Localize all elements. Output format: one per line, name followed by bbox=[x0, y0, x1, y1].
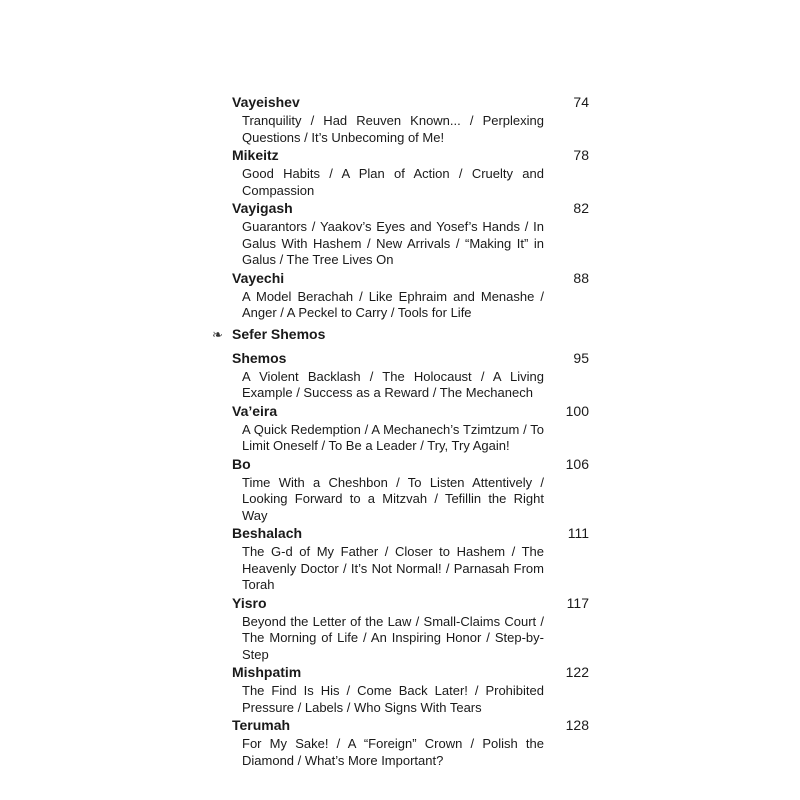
toc-entry-page: 95 bbox=[573, 349, 589, 366]
toc-entry-head bbox=[232, 455, 589, 473]
toc-entry-page: 88 bbox=[573, 269, 589, 286]
toc-entry-head bbox=[232, 146, 589, 164]
toc-entry-description: The Find Is His / Come Back Later! / Prohibited Pressure / Labels / Who Signs With Tears bbox=[242, 683, 544, 715]
toc-entry-head bbox=[232, 716, 589, 734]
toc-entry-page: 106 bbox=[565, 455, 589, 472]
toc-entry bbox=[232, 455, 589, 525]
toc-entry-description: Beyond the Letter of the Law / Small-Claims Court / The Morning of Life / An Inspiring Honor / Step-by-Step bbox=[242, 613, 544, 662]
toc-entry-page: 128 bbox=[565, 717, 589, 733]
toc-entry-description: A Model Berachah / Like Ephraim and Menashe / Anger / A Peckel to Carry / Tools for Life bbox=[242, 288, 544, 320]
toc-entry bbox=[232, 146, 589, 199]
toc-entry-description: A Violent Backlash / The Holocaust / A Living Example / Success as a Reward / The Mechanech bbox=[242, 368, 544, 400]
toc-entry bbox=[232, 199, 589, 269]
toc-entry-title: Mishpatim bbox=[232, 664, 302, 680]
toc-entry-title: Vayigash bbox=[232, 200, 293, 216]
table-of-contents bbox=[212, 93, 589, 769]
toc-entry bbox=[232, 93, 589, 146]
toc-entry-page: 78 bbox=[573, 147, 589, 163]
toc-entry-description: For My Sake! / A “Foreign” Crown / Polish the Diamond / What’s More Important? bbox=[242, 736, 544, 768]
toc-entry-description: The G-d of My Father / Closer to Hashem / The Heavenly Doctor / It’s Not Normal! / Parnasah From Torah bbox=[242, 544, 544, 592]
toc-entry-description: Tranquility / Had Reuven Known... / Perplexing Questions / It’s Unbecoming of Me! bbox=[242, 113, 544, 145]
toc-entry-head bbox=[232, 402, 589, 420]
section-title: Sefer Shemos bbox=[232, 325, 326, 342]
toc-entry-page: 111 bbox=[567, 525, 589, 541]
toc-entry-page: 117 bbox=[566, 594, 589, 611]
toc-entry-title: Bo bbox=[232, 455, 251, 472]
toc-entry-description: A Quick Redemption / A Mechanech’s Tzimtzum / To Limit Oneself / To Be a Leader / Try, Try Again! bbox=[242, 421, 544, 453]
toc-entry-title: Beshalach bbox=[232, 525, 303, 541]
toc-entry bbox=[232, 663, 589, 716]
toc-entry-title: Yisro bbox=[232, 594, 267, 611]
toc-entry-title: Shemos bbox=[232, 349, 287, 366]
toc-entry bbox=[232, 349, 589, 402]
toc-entry-title: Vayechi bbox=[232, 269, 285, 286]
toc-entry-description: Time With a Cheshbon / To Listen Attentively / Looking Forward to a Mitzvah / Tefillin the Right Way bbox=[242, 474, 544, 523]
toc-entry-head bbox=[232, 594, 589, 612]
toc-entry-page: 74 bbox=[573, 94, 589, 110]
ornament-icon: ❧ bbox=[212, 326, 223, 342]
toc-entry-page: 82 bbox=[573, 200, 589, 216]
toc-entry bbox=[232, 524, 589, 594]
toc-entry-head bbox=[232, 349, 589, 367]
toc-entry bbox=[232, 269, 589, 322]
section-heading bbox=[212, 325, 589, 345]
toc-entry-head bbox=[232, 199, 589, 217]
toc-entry-title: Mikeitz bbox=[232, 147, 279, 163]
toc-entry-head bbox=[232, 663, 589, 681]
toc-entry bbox=[232, 716, 589, 769]
toc-entry-head bbox=[232, 269, 589, 287]
toc-entry-description: Guarantors / Yaakov’s Eyes and Yosef’s Hands / In Galus With Hashem / New Arrivals / “Making It” in Galus / The Tree Lives On bbox=[242, 219, 544, 267]
toc-entry-head bbox=[232, 93, 589, 111]
toc-entry-title: Terumah bbox=[232, 717, 291, 733]
toc-entry bbox=[232, 402, 589, 455]
toc-entry-title: Va’eira bbox=[232, 402, 278, 419]
toc-entry-title: Vayeishev bbox=[232, 94, 300, 110]
toc-entry-page: 100 bbox=[565, 402, 589, 419]
toc-entry-description: Good Habits / A Plan of Action / Cruelty and Compassion bbox=[242, 166, 544, 198]
toc-entry bbox=[232, 594, 589, 664]
toc-entry-head bbox=[232, 524, 589, 542]
toc-entry-page: 122 bbox=[565, 664, 589, 680]
